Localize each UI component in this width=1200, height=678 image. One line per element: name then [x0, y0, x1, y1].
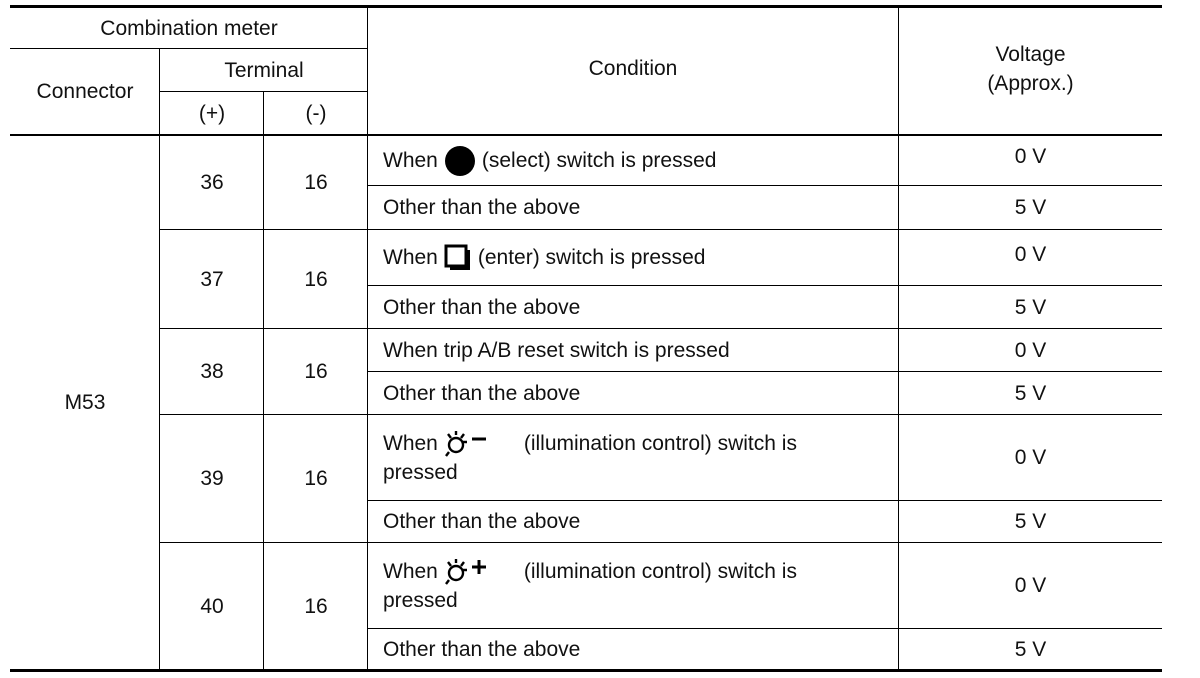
voltage-cell: 0 V	[1014, 144, 1047, 168]
voltage-cell: 5 V	[1014, 381, 1047, 405]
voltage-cell: 0 V	[1014, 242, 1047, 266]
condition-text: (illumination control) switch is	[523, 431, 797, 455]
voltage-cell: 5 V	[1014, 295, 1047, 319]
terminal-minus: 16	[304, 171, 328, 194]
condition-cell: Other than the above	[383, 196, 581, 219]
voltage-cell: 0 V	[1014, 574, 1047, 597]
voltage-cell: 0 V	[1014, 338, 1047, 362]
condition-text: pressed	[383, 460, 458, 484]
header-voltage	[899, 8, 1162, 134]
voltage-cell: 5 V	[1014, 510, 1047, 533]
condition-cell: Other than the above	[383, 510, 581, 533]
condition-cell	[368, 415, 898, 500]
terminal-plus: 36	[200, 171, 224, 194]
terminal-plus: 39	[200, 467, 224, 490]
filled-circle-icon	[444, 145, 476, 177]
terminal-minus: 16	[304, 594, 328, 618]
illumination-plus-icon	[444, 557, 490, 585]
condition-text: When	[383, 246, 438, 269]
terminal-minus: 16	[304, 267, 328, 291]
header-terminal: Terminal	[224, 58, 304, 82]
connector-cell: M53	[64, 391, 106, 414]
condition-cell: Other than the above	[383, 381, 581, 405]
condition-cell: Other than the above	[383, 295, 581, 319]
condition-text: (illumination control) switch is	[523, 559, 797, 583]
header-combination-meter: Combination meter	[100, 16, 278, 40]
header-voltage-label: Voltage	[995, 43, 1066, 66]
voltage-cell: 0 V	[1014, 446, 1047, 469]
voltage-cell: 5 V	[1014, 196, 1047, 219]
header-condition: Condition	[588, 56, 678, 80]
condition-text: (enter) switch is pressed	[477, 246, 706, 269]
condition-cell: Other than the above	[383, 637, 581, 661]
enter-square-icon	[444, 244, 472, 272]
condition-cell	[368, 136, 898, 185]
condition-cell	[368, 543, 898, 628]
header-terminal-plus: (+)	[198, 101, 226, 125]
rule-bottom	[10, 669, 1162, 672]
terminal-minus: 16	[304, 360, 328, 383]
terminal-table	[10, 5, 1162, 671]
terminal-plus: 38	[200, 360, 224, 383]
condition-text: (select) switch is pressed	[481, 149, 717, 172]
condition-text: When	[383, 431, 438, 455]
voltage-cell: 5 V	[1014, 637, 1047, 661]
condition-text: When	[383, 559, 438, 583]
terminal-plus: 37	[200, 267, 224, 291]
header-terminal-minus: (-)	[305, 101, 327, 125]
condition-cell: When trip A/B reset switch is pressed	[383, 338, 730, 362]
condition-text: pressed	[383, 588, 458, 612]
terminal-plus: 40	[200, 594, 224, 618]
header-connector: Connector	[36, 80, 134, 103]
terminal-minus: 16	[304, 467, 328, 490]
condition-cell	[368, 230, 898, 285]
illumination-minus-icon	[444, 429, 490, 457]
condition-text: When	[383, 149, 438, 172]
header-voltage-unit: (Approx.)	[987, 72, 1074, 95]
